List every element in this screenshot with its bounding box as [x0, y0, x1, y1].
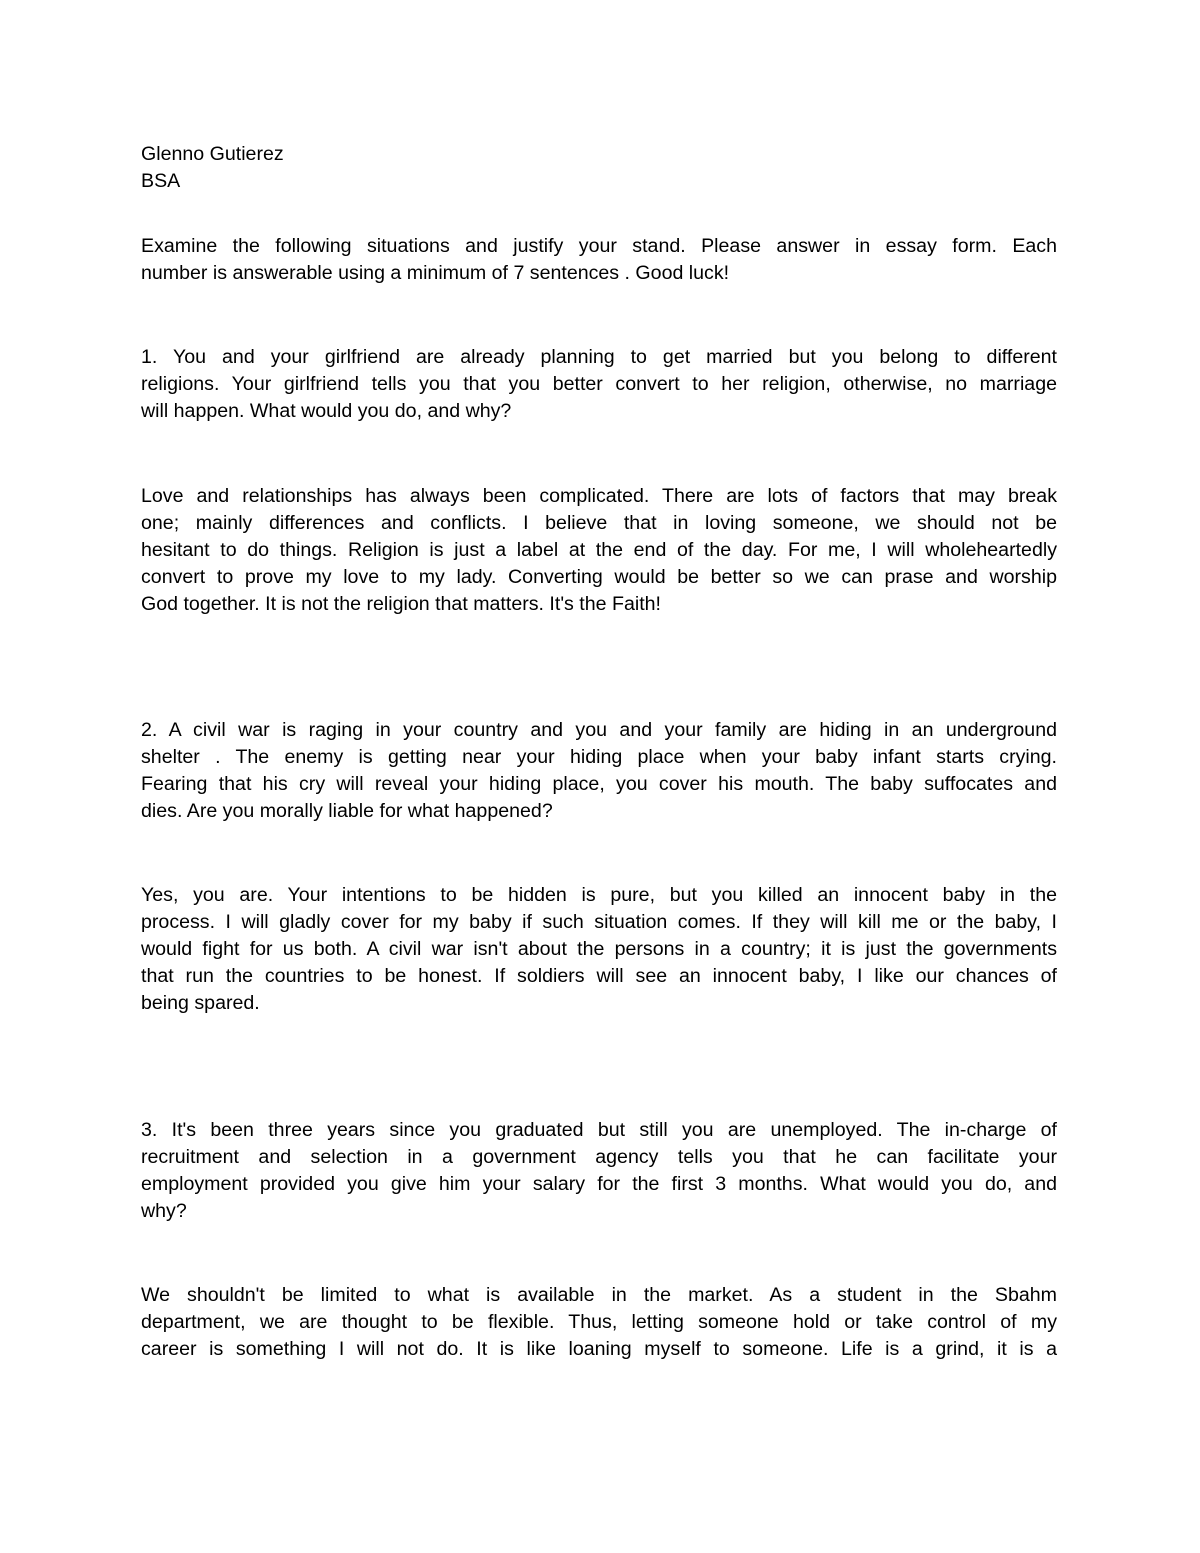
question-line: will happen. What would you do, and why?	[141, 400, 512, 422]
author-name: Glenno Gutierez	[141, 143, 284, 165]
answer-line: convert to prove my love to my lady. Converting would be better so we can prase and worship	[141, 566, 1057, 588]
author-course: BSA	[141, 170, 181, 192]
question-line: religions. Your girlfriend tells you that you better convert to her religion, otherwise, no marriage	[141, 373, 1057, 395]
answer-line: that run the countries to be honest. If soldiers will see an innocent baby, I like our chances of	[141, 965, 1057, 987]
instructions-paragraph	[141, 233, 1057, 287]
answer-line: career is something I will not do. It is like loaning myself to someone. Life is a grind, it is a	[141, 1338, 1057, 1360]
question-line: 3. It's been three years since you graduated but still you are unemployed. The in-charge of	[141, 1119, 1057, 1141]
question-line: employment provided you give him your salary for the first 3 months. What would you do, and	[141, 1173, 1057, 1195]
answer-line: God together. It is not the religion that matters. It's the Faith!	[141, 593, 661, 615]
instructions-line: Examine the following situations and justify your stand. Please answer in essay form. Each	[141, 235, 1057, 257]
question-line: Fearing that his cry will reveal your hiding place, you cover his mouth. The baby suffocates and	[141, 773, 1057, 795]
question-line: 2. A civil war is raging in your country and you and your family are hiding in an underground	[141, 719, 1057, 741]
question-line: why?	[141, 1200, 187, 1222]
question-1	[141, 344, 1057, 425]
answer-line: Yes, you are. Your intentions to be hidden is pure, but you killed an innocent baby in the	[141, 884, 1057, 906]
question-line: recruitment and selection in a government agency tells you that he can facilitate your	[141, 1146, 1057, 1168]
answer-line: Love and relationships has always been complicated. There are lots of factors that may break	[141, 485, 1057, 507]
question-line: dies. Are you morally liable for what happened?	[141, 800, 553, 822]
answer-line: one; mainly differences and conflicts. I believe that in loving someone, we should not be	[141, 512, 1057, 534]
answer-line: would fight for us both. A civil war isn't about the persons in a country; it is just the governments	[141, 938, 1057, 960]
answer-3	[141, 1282, 1057, 1363]
author-header	[141, 141, 1057, 195]
question-2	[141, 717, 1057, 825]
answer-2	[141, 882, 1057, 1017]
answer-1	[141, 483, 1057, 618]
answer-line: department, we are thought to be flexible. Thus, letting someone hold or take control of my	[141, 1311, 1057, 1333]
instructions-line: number is answerable using a minimum of 7 sentences . Good luck!	[141, 262, 730, 284]
question-line: shelter . The enemy is getting near your hiding place when your baby infant starts crying.	[141, 746, 1057, 768]
answer-line: being spared.	[141, 992, 260, 1014]
answer-line: process. I will gladly cover for my baby if such situation comes. If they will kill me or the baby, I	[141, 911, 1057, 933]
question-3	[141, 1117, 1057, 1225]
question-line: 1. You and your girlfriend are already planning to get married but you belong to different	[141, 346, 1057, 368]
answer-line: We shouldn't be limited to what is available in the market. As a student in the Sbahm	[141, 1284, 1057, 1306]
answer-line: hesitant to do things. Religion is just a label at the end of the day. For me, I will wholeheartedly	[141, 539, 1057, 561]
